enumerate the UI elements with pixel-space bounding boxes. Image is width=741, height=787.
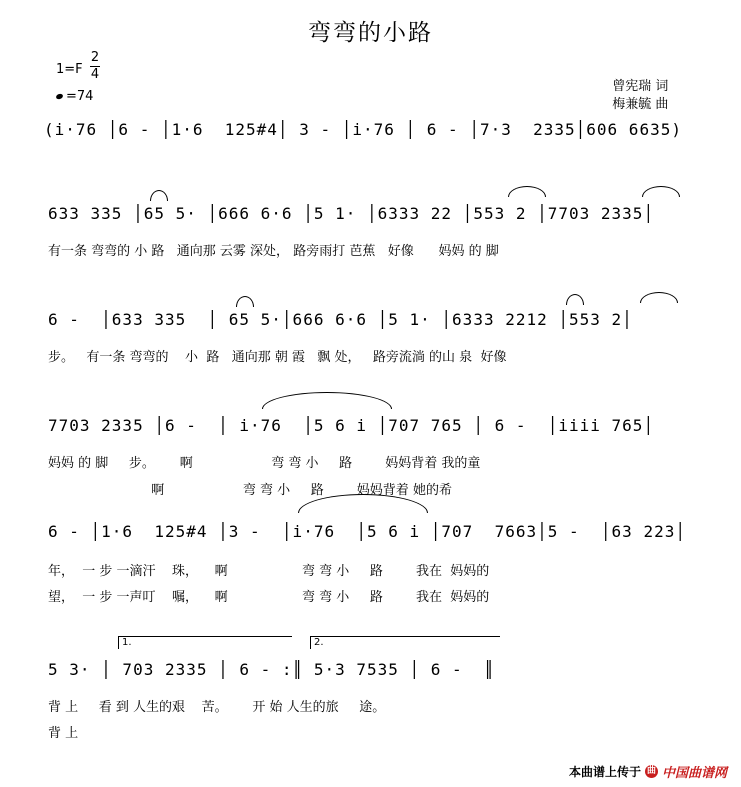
notation-line: 5 3· │ 703 2335 │ 6 - :║ 5·3 7535 │ 6 - ║	[48, 660, 495, 679]
footer-text: 本曲谱上传于	[568, 765, 641, 779]
lyric-line: 年， 一 步 一滴汗 珠， 啊 弯 弯 小 路 我在 妈妈的	[48, 564, 490, 579]
lyric-line: 啊 弯 弯 小 路 妈妈背着 她的希	[48, 483, 452, 498]
score-system-2	[0, 204, 741, 228]
score-system-6	[0, 660, 741, 684]
composer-credit	[604, 78, 668, 112]
lyric-line: 背 上 看 到 人生的艰 苦。 开 始 人生的旅 途。	[48, 700, 386, 715]
footer-source	[569, 762, 727, 781]
composer-role: 曲	[655, 97, 669, 112]
lyric-line: 背 上	[48, 726, 79, 741]
score-system-3	[0, 310, 741, 334]
notation-line: 633 335 │65 5· │666 6·6 │5 1· │6333 22 │553 2 │7703 2335│	[48, 204, 655, 223]
time-signature	[88, 50, 102, 83]
composer-name: 梅兼毓	[612, 97, 652, 112]
lyric-line: 望， 一 步 一声叮 嘱， 啊 弯 弯 小 路 我在 妈妈的	[48, 590, 490, 605]
song-title: 弯弯的小路	[308, 20, 433, 46]
notation-line: 6 - │633 335 │ 65 5·│666 6·6 │5 1· │6333 2212 │553 2│	[48, 310, 633, 329]
score-system-5	[0, 522, 741, 546]
notation-line: 6 - │1·6 125#4 │3 - │i·76 │5 6 i │707 7663│5 - │63 223│	[48, 522, 686, 541]
lyric-line: 有一条 弯弯的 小 路 通向那 云雾 深处， 路旁雨打 芭蕉 好像 妈妈 的 脚	[48, 244, 499, 259]
lyric-line: 步。 有一条 弯弯的 小 路 通向那 朝 霞 飘 处， 路旁流淌 的山 泉 好像	[48, 350, 507, 365]
score-system-1	[0, 120, 741, 144]
time-signature-top: 2	[90, 50, 100, 65]
time-signature-bottom: 4	[90, 67, 100, 82]
score-system-4	[0, 416, 741, 440]
notation-line: 7703 2335 │6 - │ i·76 │5 6 i │707 765 │ 6 - │iiii 765│	[48, 416, 655, 435]
site-logo-icon: 曲	[646, 766, 656, 776]
tempo-marking: =74	[66, 89, 94, 104]
lyric-line: 妈妈 的 脚 步。 啊 弯 弯 小 路 妈妈背着 我的童	[48, 456, 481, 471]
volta-first-ending: 1.	[118, 636, 292, 649]
lyricist-name: 曾宪瑞	[612, 79, 652, 94]
notation-line: (i·76 │6 - │1·6 125#4│ 3 - │i·76 │ 6 - │7·3 2335│606 6635)	[44, 120, 682, 139]
lyricist-role: 词	[655, 79, 669, 94]
key-signature: 1=F	[56, 62, 83, 77]
quarter-note-icon	[55, 93, 63, 100]
site-logo-text[interactable]: 中国曲谱网	[661, 766, 727, 781]
volta-second-ending: 2.	[310, 636, 500, 649]
